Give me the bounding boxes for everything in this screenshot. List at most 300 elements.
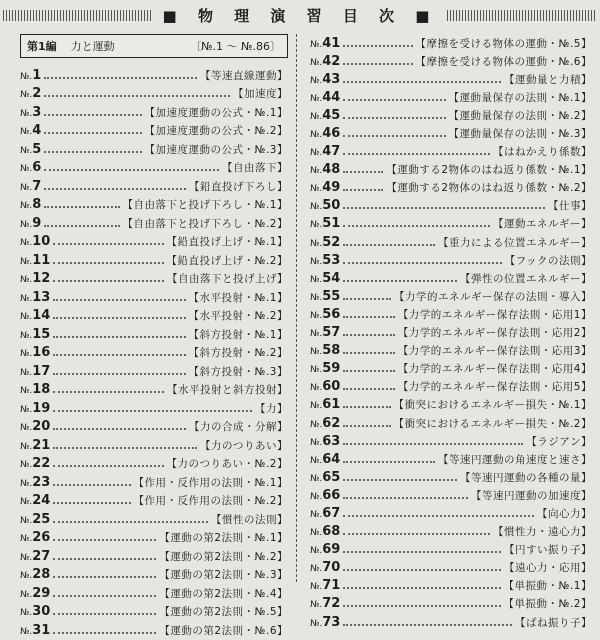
number-prefix: №. [310,347,323,358]
dot-leader [53,335,185,338]
header-hatch-left [3,10,153,21]
dot-leader [343,604,500,607]
dot-leader [53,464,163,467]
entry-title: 【鉛直投げ下ろし】 [189,180,288,193]
entry-number [310,198,340,213]
number-digits: 48 [322,162,341,178]
toc-entry [20,140,288,159]
number-prefix: №. [310,419,323,430]
number-prefix: №. [20,127,33,138]
entry-number [20,401,50,416]
entry-number [20,604,50,619]
entry-number [310,307,340,322]
number-digits: 68 [322,524,341,540]
number-digits: 61 [322,397,341,413]
number-digits: 27 [32,548,51,564]
entry-number [20,586,50,601]
dot-leader [343,206,545,209]
page-title: ■ 物 理 演 習 目 次 ■ [162,6,438,25]
entry-number [20,142,41,157]
dot-leader [343,152,490,155]
entry-number [20,549,50,564]
dot-leader [343,116,445,119]
number-digits: 26 [32,530,51,546]
entry-number [310,90,340,105]
number-digits: 41 [322,35,341,51]
toc-entry [20,603,288,622]
number-digits: 23 [32,474,51,490]
entry-title: 【円すい振り子】 [504,544,592,557]
number-digits: 44 [322,89,341,105]
toc-entry [20,510,288,529]
entry-title: 【運動量と力積】 [504,73,592,86]
dot-leader [343,333,394,336]
entry-title: 【水平投射・№.1】 [188,291,288,304]
entry-title: 【運動の第2法則・№.4】 [159,587,288,600]
dot-leader [44,94,230,97]
entry-number [20,216,41,231]
dot-leader [343,424,390,427]
number-prefix: №. [310,618,323,629]
number-prefix: №. [310,383,323,394]
dot-leader [53,446,197,449]
entry-number [20,234,50,249]
entry-number [20,290,50,305]
toc-entry [20,399,288,418]
entry-title: 【重力による位置エネルギー】 [438,236,592,249]
number-prefix: №. [310,57,323,68]
entry-title: 【慣性の法則】 [211,513,288,526]
dot-leader [343,80,501,83]
dot-leader [343,405,390,408]
entry-title: 【力】 [255,402,288,415]
entry-number [20,327,50,342]
entry-title: 【等速円運動の各種の量】 [460,471,592,484]
section-part: 第1編 [27,40,57,53]
entry-number [310,162,340,177]
toc-entry [20,473,288,492]
entry-number [20,345,50,360]
dot-leader [44,224,119,227]
number-digits: 13 [32,289,51,305]
number-prefix: №. [310,292,323,303]
entry-title: 【運動の第2法則・№.3】 [159,569,288,582]
number-digits: 62 [322,415,341,431]
dot-leader [44,205,119,208]
entry-number [20,475,50,490]
number-digits: 10 [32,234,51,250]
entry-number [310,506,340,521]
number-prefix: №. [20,330,33,341]
entry-number [20,197,41,212]
dot-leader [53,279,164,282]
toc-entry [20,251,288,270]
toc-entry [20,66,288,85]
toc-entry [310,414,592,432]
entry-title: 【運動する2物体のはね返り係数・№.2】 [386,182,592,195]
number-digits: 52 [322,234,341,250]
number-digits: 72 [322,596,341,612]
dot-leader [53,520,208,523]
number-digits: 46 [322,126,341,142]
number-prefix: №. [20,534,33,545]
number-prefix: №. [310,600,323,611]
entry-number [20,493,50,508]
entry-number [310,36,340,51]
entry-title: 【単振動・№.1】 [503,580,592,593]
entry-number [20,438,50,453]
number-prefix: №. [310,130,323,141]
number-prefix: №. [20,219,33,230]
entry-number [310,578,340,593]
toc-entry [310,233,592,251]
number-digits: 43 [322,71,341,87]
toc-entry [20,325,288,344]
entry-number [310,216,340,231]
number-prefix: №. [310,256,323,267]
dot-leader [53,483,130,486]
dot-leader [343,62,412,65]
entry-title: 【仕事】 [548,200,592,213]
entry-title: 【力学的エネルギー保存法則・応用2】 [397,327,592,340]
number-digits: 8 [32,197,42,213]
entry-number [20,567,50,582]
number-prefix: №. [20,349,33,360]
dot-leader [53,631,156,634]
number-prefix: №. [20,478,33,489]
toc-entry [310,70,592,88]
entry-title: 【自由落下と投げ下ろし・№.1】 [122,199,288,212]
column-divider [296,34,297,582]
toc-entry [310,215,592,233]
number-prefix: №. [20,515,33,526]
number-digits: 45 [322,107,341,123]
number-digits: 69 [322,542,341,558]
entry-number [310,560,340,575]
number-prefix: №. [20,90,33,101]
entry-title: 【斜方投射・№.1】 [188,328,288,341]
toc-entry [310,52,592,70]
toc-entry [310,34,592,52]
entry-title: 【向心力】 [537,507,592,520]
number-prefix: №. [310,75,323,86]
entry-title: 【自由落下と投げ上げ】 [167,273,288,286]
dot-leader [53,316,185,319]
toc-entry [310,450,592,468]
number-digits: 70 [322,560,341,576]
number-digits: 11 [32,252,51,268]
number-prefix: №. [310,202,323,213]
number-digits: 60 [322,379,341,395]
entry-number [20,382,50,397]
dot-leader [343,550,501,553]
entry-number [310,180,340,195]
dot-leader [53,261,163,264]
toc-entry [20,85,288,104]
number-digits: 31 [32,622,51,638]
number-prefix: №. [310,184,323,195]
number-digits: 15 [32,326,51,342]
number-digits: 57 [322,325,341,341]
toc-entry [20,566,288,585]
toc-entry [20,621,288,640]
dot-leader [343,514,534,517]
number-digits: 50 [322,198,341,214]
number-prefix: №. [310,39,323,50]
entry-title: 【運動する2物体のはね返り係数・№.1】 [386,164,592,177]
entry-title: 【力のつりあい】 [200,439,288,452]
number-prefix: №. [20,108,33,119]
entry-title: 【加速度運動の公式・№.1】 [144,106,288,119]
dot-leader [343,224,490,227]
section-subject: 力と運動 [70,40,115,53]
number-digits: 9 [32,215,42,231]
dot-leader [343,98,445,101]
toc-list-right [310,34,592,631]
number-prefix: №. [310,546,323,557]
number-digits: 19 [32,400,51,416]
entry-title: 【力学的エネルギー保存法則・応用1】 [397,308,592,321]
entry-title: 【運動エネルギー】 [493,218,592,231]
number-prefix: №. [20,386,33,397]
entry-title: 【遠心力・応用】 [504,562,592,575]
entry-title: 【衝突におけるエネルギー損失・№.1】 [393,399,592,412]
number-prefix: №. [20,497,33,508]
dot-leader [53,298,185,301]
entry-number [310,379,340,394]
entry-number [310,253,340,268]
dot-leader [343,496,468,499]
number-digits: 58 [322,343,341,359]
number-digits: 24 [32,493,51,509]
number-prefix: №. [310,401,323,412]
number-digits: 56 [322,306,341,322]
number-prefix: №. [310,491,323,502]
entry-number [310,488,340,503]
dot-leader [343,387,394,390]
toc-entry [20,492,288,511]
dot-leader [343,170,383,173]
entry-number [310,434,340,449]
entry-number [20,105,41,120]
toc-entry [310,432,592,450]
toc-entry [310,468,592,486]
number-prefix: №. [310,274,323,285]
toc-entry [310,613,592,631]
number-prefix: №. [310,148,323,159]
number-digits: 53 [322,252,341,268]
number-digits: 25 [32,511,51,527]
entry-title: 【力学的エネルギー保存の法則・導入】 [394,290,592,303]
number-digits: 73 [322,614,341,630]
entry-number [310,108,340,123]
number-digits: 14 [32,308,51,324]
toc-entry [20,214,288,233]
toc-entry [310,161,592,179]
toc-entry [310,143,592,161]
number-prefix: №. [20,367,33,378]
entry-title: 【運動の第2法則・№.2】 [159,550,288,563]
dot-leader [343,568,501,571]
toc-entry [310,559,592,577]
number-digits: 29 [32,585,51,601]
toc-entry [310,378,592,396]
dot-leader [44,113,141,116]
number-prefix: №. [20,589,33,600]
number-prefix: №. [310,220,323,231]
entry-number [20,623,50,638]
dot-leader [343,460,435,463]
entry-title: 【慣性力・遠心力】 [493,526,592,539]
number-prefix: №. [310,238,323,249]
dot-leader [343,297,391,300]
number-prefix: №. [310,93,323,104]
entry-title: 【はねかえり係数】 [493,146,592,159]
entry-number [20,512,50,527]
entry-title: 【力の合成・分解】 [189,421,288,434]
number-prefix: №. [20,71,33,82]
number-digits: 59 [322,361,341,377]
entry-title: 【衝突におけるエネルギー損失・№.2】 [393,417,592,430]
toc-entry [20,436,288,455]
number-prefix: №. [310,564,323,575]
dot-leader [343,442,523,445]
entry-number [310,397,340,412]
toc-entry [20,362,288,381]
entry-title: 【運動の第2法則・№.1】 [159,532,288,545]
number-digits: 21 [32,437,51,453]
number-prefix: №. [20,256,33,267]
number-prefix: №. [20,145,33,156]
number-digits: 55 [322,288,341,304]
entry-number [20,160,41,175]
toc-entry [20,177,288,196]
toc-entry [310,577,592,595]
entry-number [310,416,340,431]
number-digits: 1 [32,67,42,83]
entry-title: 【作用・反作用の法則・№.1】 [133,476,288,489]
entry-number [310,325,340,340]
number-prefix: №. [20,201,33,212]
entry-title: 【自由落下と投げ下ろし・№.2】 [122,217,288,230]
number-digits: 6 [32,160,42,176]
toc-entry [20,159,288,178]
toc-entry [310,486,592,504]
dot-leader [44,131,141,134]
toc-entry [20,381,288,400]
number-digits: 30 [32,604,51,620]
entry-title: 【摩擦を受ける物体の運動・№.5】 [415,37,592,50]
dot-leader [53,612,156,615]
entry-number [310,54,340,69]
entry-number [20,253,50,268]
entry-title: 【作用・反作用の法則・№.2】 [133,495,288,508]
entry-number [310,542,340,557]
number-digits: 63 [322,433,341,449]
entry-title: 【フックの法則】 [504,254,592,267]
number-digits: 28 [32,567,51,583]
number-digits: 64 [322,451,341,467]
dot-leader [343,315,394,318]
entry-title: 【自由落下】 [222,162,288,175]
toc-entry [310,251,592,269]
toc-entry [310,179,592,197]
dot-leader [343,532,490,535]
entry-title: 【力のつりあい・№.2】 [166,458,288,471]
number-digits: 67 [322,505,341,521]
entry-number [310,470,340,485]
entry-number [20,419,50,434]
entry-title: 【水平投射と斜方投射】 [167,384,288,397]
header-hatch-right [447,10,597,21]
dot-leader [343,188,383,191]
entry-number [20,68,41,83]
entry-title: 【力学的エネルギー保存法則・応用5】 [397,381,592,394]
entry-title: 【運動量保存の法則・№.1】 [448,91,592,104]
entry-number [310,271,340,286]
toc-entry [310,396,592,414]
dot-leader [44,168,219,171]
toc-entry [310,287,592,305]
entry-number [20,530,50,545]
section-range: 〔№.1 〜 №.86〕 [190,40,281,53]
toc-entry [310,595,592,613]
entry-title: 【水平投射・№.2】 [188,310,288,323]
dot-leader [53,242,163,245]
dot-leader [53,538,156,541]
page-header [0,0,600,30]
number-prefix: №. [310,329,323,340]
dot-leader [343,351,394,354]
number-digits: 12 [32,271,51,287]
number-prefix: №. [20,571,33,582]
toc-entry [310,197,592,215]
number-prefix: №. [20,275,33,286]
toc-entry [310,324,592,342]
toc-entry [20,547,288,566]
number-prefix: №. [20,164,33,175]
dot-leader [53,427,186,430]
entry-title: 【加速度運動の公式・№.3】 [144,143,288,156]
toc-entry [20,103,288,122]
entry-title: 【運動の第2法則・№.6】 [159,624,288,637]
entry-number [310,343,340,358]
number-digits: 54 [322,270,341,286]
entry-title: 【力学的エネルギー保存法則・応用3】 [397,345,592,358]
number-digits: 4 [32,123,42,139]
number-digits: 3 [32,104,42,120]
toc-entry [310,305,592,323]
entry-number [310,452,340,467]
entry-number [20,271,50,286]
number-prefix: №. [310,111,323,122]
entry-title: 【ラジアン】 [526,435,592,448]
toc-entry [310,342,592,360]
toc-list-left [20,66,288,640]
entry-title: 【斜方投射・№.2】 [188,347,288,360]
entry-title: 【弾性の位置エネルギー】 [460,272,592,285]
toc-entry [20,196,288,215]
number-prefix: №. [310,473,323,484]
number-prefix: №. [20,238,33,249]
entry-number [310,72,340,87]
entry-title: 【運動の第2法則・№.5】 [159,606,288,619]
toc-entry [310,504,592,522]
number-prefix: №. [20,293,33,304]
entry-number [310,235,340,250]
number-digits: 16 [32,345,51,361]
number-prefix: №. [310,166,323,177]
